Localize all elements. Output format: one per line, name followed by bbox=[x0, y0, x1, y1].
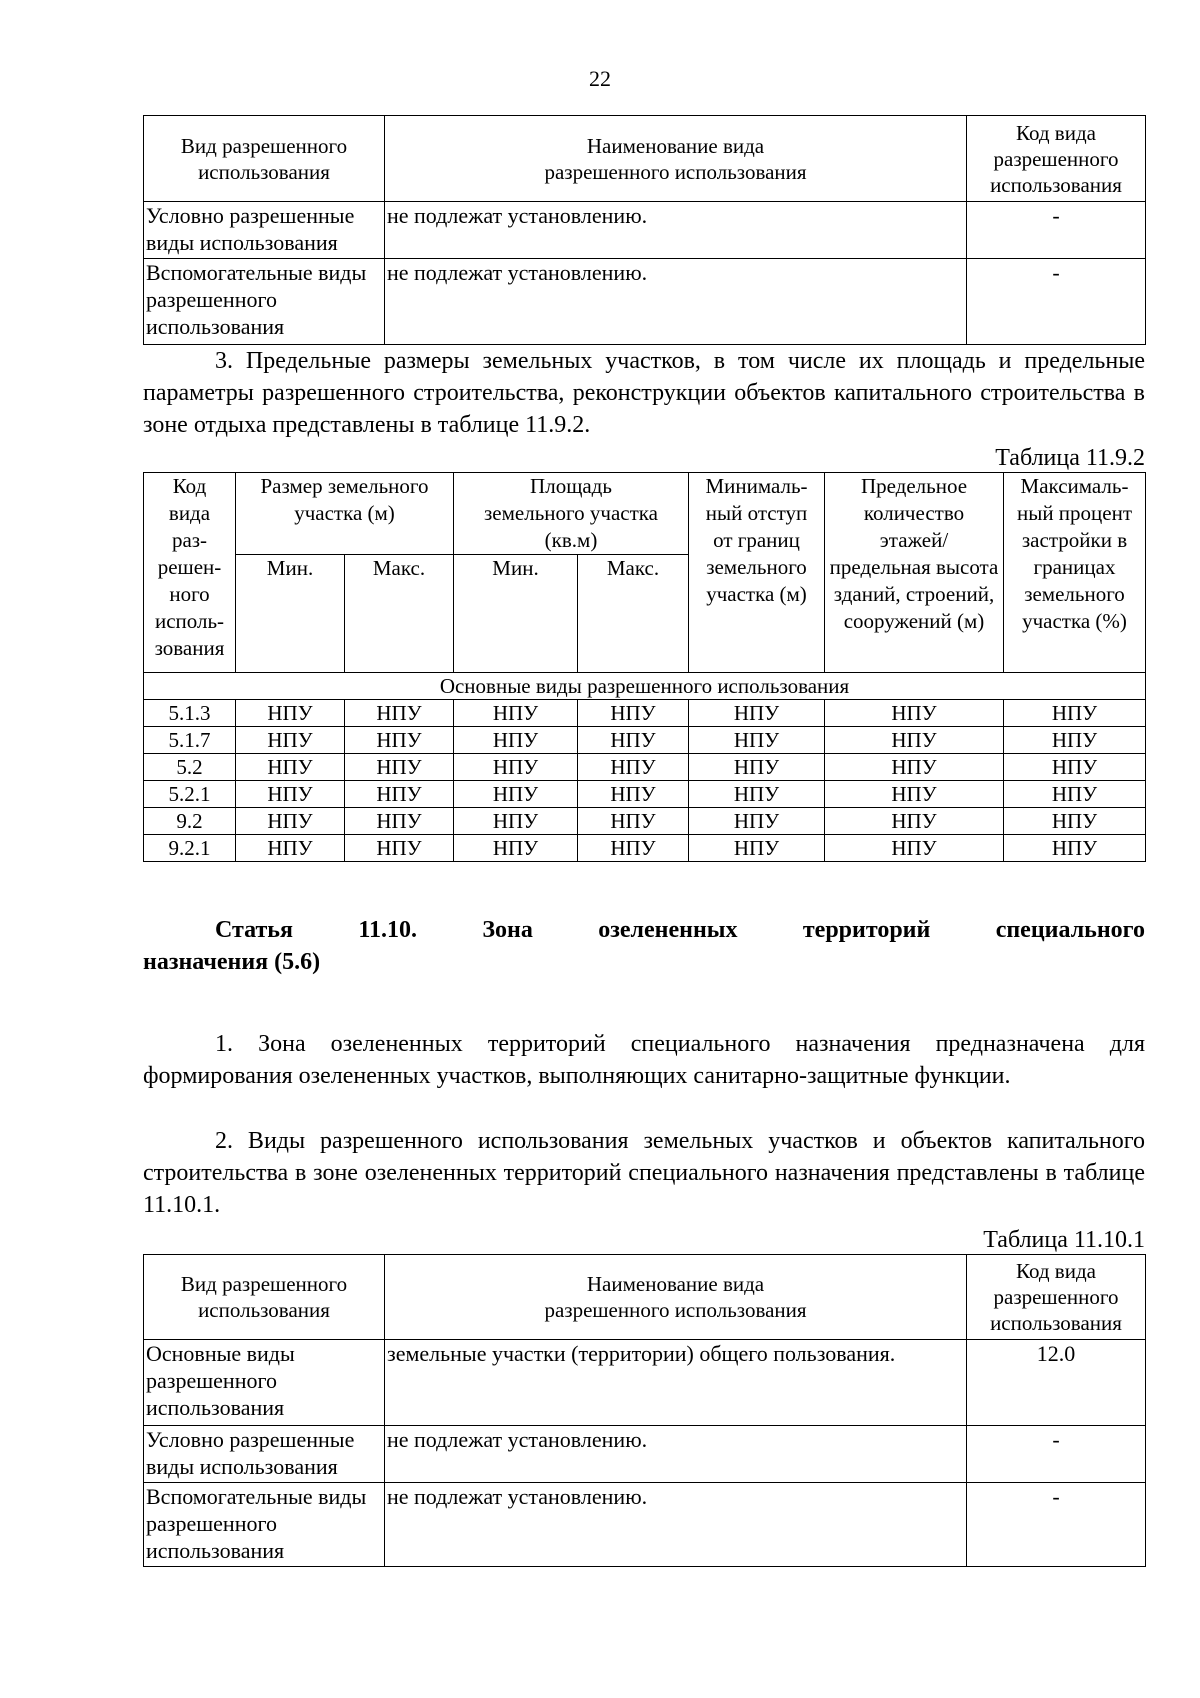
cell: НПУ bbox=[345, 700, 454, 727]
cell: НПУ bbox=[454, 754, 578, 781]
table-11-10-1 bbox=[143, 1254, 1146, 1567]
table-row bbox=[144, 781, 1146, 808]
row-kind: Вспомогательные виды разрешенного использования bbox=[144, 1483, 385, 1567]
header-floors: Предельное количество этажей/ предельная высота зданий, строений, сооружений (м) bbox=[825, 473, 1004, 673]
header-size: Размер земельного участка (м) bbox=[236, 473, 454, 555]
cell: НПУ bbox=[1004, 808, 1146, 835]
paragraph-article-2: 2. Виды разрешенного использования земельных участков и объектов капитального строительства в зоне озелененных территорий специального назначения представлены в таблице 11.10.1. bbox=[143, 1128, 1145, 1218]
header-area: Площадь земельного участка (кв.м) bbox=[454, 473, 689, 555]
row-code: - bbox=[967, 1426, 1146, 1483]
row-name: не подлежат установлению. bbox=[385, 202, 967, 259]
cell: НПУ bbox=[689, 781, 825, 808]
header-size-min: Мин. bbox=[236, 555, 345, 673]
cell: НПУ bbox=[825, 781, 1004, 808]
cell: НПУ bbox=[1004, 835, 1146, 862]
header-code: Код вида раз- решен- ного исполь- зования bbox=[144, 473, 236, 673]
cell: НПУ bbox=[1004, 700, 1146, 727]
header-area-min: Мин. bbox=[454, 555, 578, 673]
table-caption-11-10-1: Таблица 11.10.1 bbox=[983, 1227, 1145, 1253]
cell: НПУ bbox=[345, 835, 454, 862]
section-row: Основные виды разрешенного использования bbox=[144, 673, 1146, 700]
table3-header-code: Код вида разрешенного использования bbox=[967, 1255, 1146, 1340]
cell: НПУ bbox=[454, 727, 578, 754]
cell: НПУ bbox=[825, 754, 1004, 781]
top-table-header-kind: Вид разрешенного использования bbox=[144, 116, 385, 202]
cell: НПУ bbox=[1004, 754, 1146, 781]
table3-header-kind: Вид разрешенного использования bbox=[144, 1255, 385, 1340]
row-name: не подлежат установлению. bbox=[385, 1426, 967, 1483]
cell: НПУ bbox=[825, 808, 1004, 835]
header-percent: Максималь- ный процент застройки в границах земельного участка (%) bbox=[1004, 473, 1146, 673]
cell: НПУ bbox=[236, 835, 345, 862]
cell: НПУ bbox=[689, 727, 825, 754]
cell: НПУ bbox=[454, 808, 578, 835]
table-row bbox=[144, 808, 1146, 835]
cell: НПУ bbox=[345, 808, 454, 835]
row-code: 12.0 bbox=[967, 1340, 1146, 1426]
paragraph-article-1: 1. Зона озелененных территорий специального назначения предназначена для формирования озелененных участков, выполняющих санитарно-защитные функции. bbox=[143, 1031, 1145, 1089]
cell: НПУ bbox=[236, 754, 345, 781]
row-kind: Вспомогательные виды разрешенного использования bbox=[144, 259, 385, 345]
header-size-max: Макс. bbox=[345, 555, 454, 673]
cell: НПУ bbox=[236, 700, 345, 727]
table-11-9-2 bbox=[143, 472, 1146, 862]
table-row bbox=[144, 1340, 1146, 1426]
cell: 9.2 bbox=[144, 808, 236, 835]
cell: 5.2.1 bbox=[144, 781, 236, 808]
table-row bbox=[144, 727, 1146, 754]
cell: НПУ bbox=[345, 781, 454, 808]
header-area-max: Макс. bbox=[578, 555, 689, 673]
cell: НПУ bbox=[825, 835, 1004, 862]
cell: НПУ bbox=[1004, 781, 1146, 808]
row-code: - bbox=[967, 202, 1146, 259]
top-table bbox=[143, 115, 1146, 345]
cell: НПУ bbox=[236, 727, 345, 754]
cell: НПУ bbox=[825, 700, 1004, 727]
row-code: - bbox=[967, 1483, 1146, 1567]
row-name: земельные участки (территории) общего пользования. bbox=[385, 1340, 967, 1426]
cell: НПУ bbox=[689, 835, 825, 862]
table-row bbox=[144, 1426, 1146, 1483]
cell: НПУ bbox=[454, 835, 578, 862]
cell: 5.2 bbox=[144, 754, 236, 781]
cell: НПУ bbox=[578, 835, 689, 862]
row-name: не подлежат установлению. bbox=[385, 259, 967, 345]
cell: 9.2.1 bbox=[144, 835, 236, 862]
cell: НПУ bbox=[578, 754, 689, 781]
cell: НПУ bbox=[578, 808, 689, 835]
top-table-header-code: Код вида разрешенного использования bbox=[967, 116, 1146, 202]
table-row bbox=[144, 700, 1146, 727]
cell: НПУ bbox=[578, 781, 689, 808]
row-kind: Основные виды разрешенного использования bbox=[144, 1340, 385, 1426]
article-heading: Статья 11.10. Зона озелененных территорий специального назначения (5.6) bbox=[143, 917, 1145, 975]
cell: НПУ bbox=[454, 700, 578, 727]
cell: НПУ bbox=[825, 727, 1004, 754]
row-kind: Условно разрешенные виды использования bbox=[144, 202, 385, 259]
page-number: 22 bbox=[589, 66, 611, 91]
cell: НПУ bbox=[345, 754, 454, 781]
table-row bbox=[144, 259, 1146, 345]
top-table-header-name: Наименование вида разрешенного использования bbox=[385, 116, 967, 202]
cell: НПУ bbox=[236, 781, 345, 808]
table-row bbox=[144, 754, 1146, 781]
cell: НПУ bbox=[454, 781, 578, 808]
header-setback: Минималь- ный отступ от границ земельного участка (м) bbox=[689, 473, 825, 673]
cell: НПУ bbox=[689, 754, 825, 781]
cell: 5.1.3 bbox=[144, 700, 236, 727]
row-name: не подлежат установлению. bbox=[385, 1483, 967, 1567]
table-caption-11-9-2: Таблица 11.9.2 bbox=[995, 445, 1145, 471]
cell: НПУ bbox=[236, 808, 345, 835]
cell: НПУ bbox=[689, 808, 825, 835]
row-kind: Условно разрешенные виды использования bbox=[144, 1426, 385, 1483]
paragraph-3: 3. Предельные размеры земельных участков, в том числе их площадь и предельные параметры разрешенного строительства, реконструкции объектов капитального строительства в зоне отдыха представлены в таблице 11.9.2. bbox=[143, 348, 1145, 438]
cell: 5.1.7 bbox=[144, 727, 236, 754]
table-row bbox=[144, 1483, 1146, 1567]
cell: НПУ bbox=[1004, 727, 1146, 754]
cell: НПУ bbox=[578, 700, 689, 727]
table-row bbox=[144, 202, 1146, 259]
table-row bbox=[144, 835, 1146, 862]
row-code: - bbox=[967, 259, 1146, 345]
cell: НПУ bbox=[345, 727, 454, 754]
cell: НПУ bbox=[689, 700, 825, 727]
table3-header-name: Наименование вида разрешенного использования bbox=[385, 1255, 967, 1340]
cell: НПУ bbox=[578, 727, 689, 754]
